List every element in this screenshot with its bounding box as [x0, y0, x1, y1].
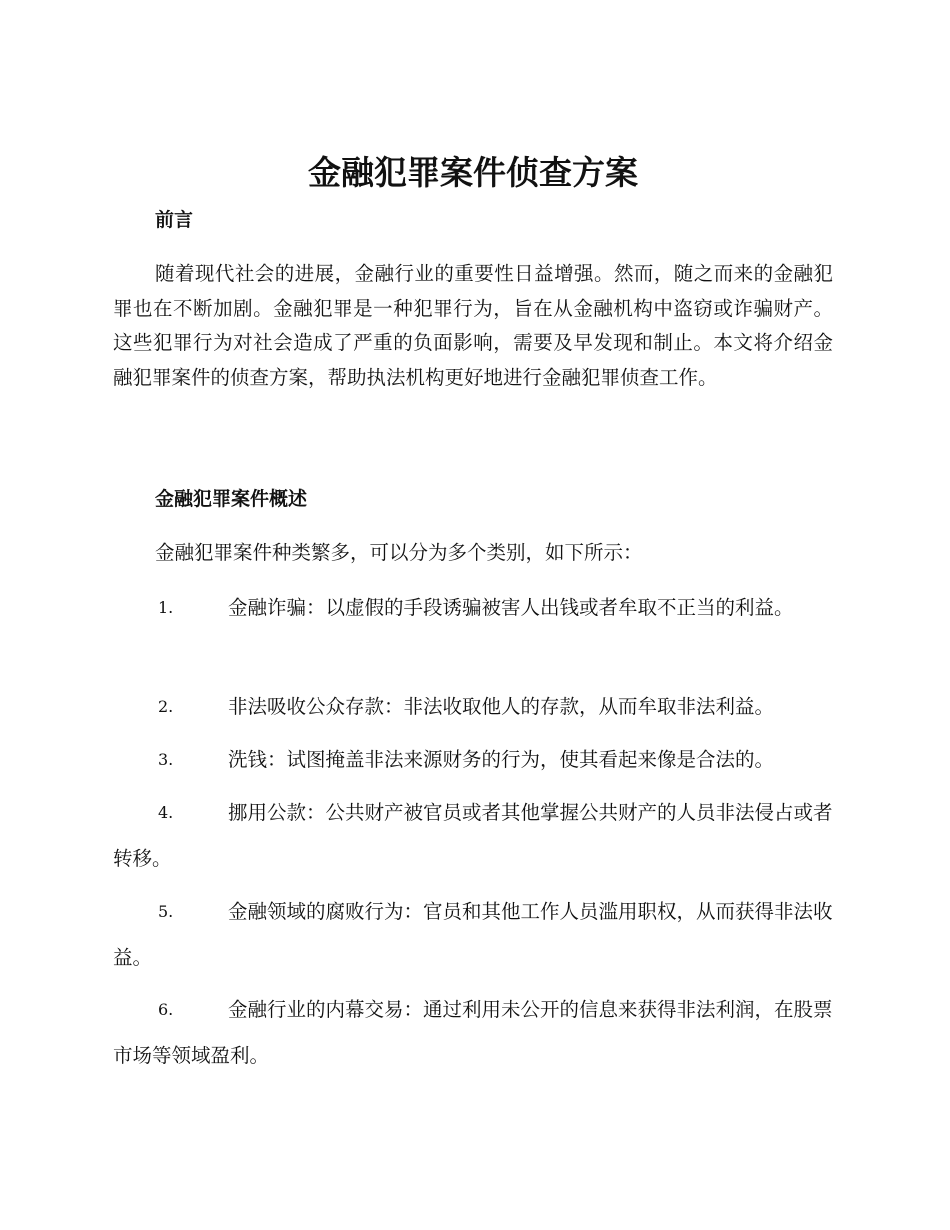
list-item [113, 790, 833, 882]
section-heading-preface: 前言 [155, 209, 194, 231]
preface-paragraph: 随着现代社会的进展，金融行业的重要性日益增强。然而，随之而来的金融犯罪也在不断加剧。金融犯罪是一种犯罪行为，旨在从金融机构中盗窃或诈骗财产。这些犯罪行为对社会造成了严重的负面影响，需要及早发现和制止。本文将介绍金融犯罪案件的侦查方案，帮助执法机构更好地进行金融犯罪侦查工作。 [113, 262, 833, 389]
list-item-text: 金融行业的内幕交易：通过利用未公开的信息来获得非法利润，在股票市场等领域盈利。 [113, 998, 833, 1067]
list-item [113, 585, 833, 631]
list-item-text: 非法吸收公众存款：非法收取他人的存款，从而牟取非法利益。 [228, 695, 775, 718]
list-item-text: 挪用公款：公共财产被官员或者其他掌握公共财产的人员非法侵占或者转移。 [113, 801, 833, 870]
list-item-number: 2. [158, 697, 174, 716]
list-item-number: 3. [158, 750, 174, 769]
document-title: 金融犯罪案件侦查方案 [308, 153, 638, 192]
list-item-number: 6. [158, 1000, 174, 1019]
list-item [113, 737, 833, 783]
overview-intro: 金融犯罪案件种类繁多，可以分为多个类别，如下所示： [155, 541, 643, 564]
list-item-text: 洗钱：试图掩盖非法来源财务的行为，使其看起来像是合法的。 [228, 748, 775, 771]
list-item [113, 684, 833, 730]
list-item-number: 1. [158, 598, 174, 617]
list-item-text: 金融领域的腐败行为：官员和其他工作人员滥用职权，从而获得非法收益。 [113, 900, 833, 969]
section-heading-overview: 金融犯罪案件概述 [155, 488, 308, 510]
list-item-number: 5. [158, 902, 174, 921]
list-item-number: 4. [158, 803, 174, 822]
list-item-text: 金融诈骗：以虚假的手段诱骗被害人出钱或者牟取不正当的利益。 [228, 596, 794, 619]
list-item [113, 889, 833, 981]
list-item [113, 987, 833, 1079]
